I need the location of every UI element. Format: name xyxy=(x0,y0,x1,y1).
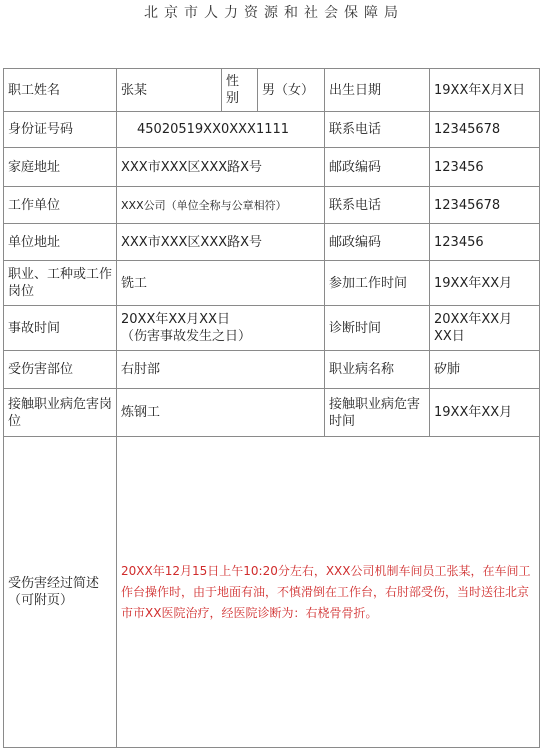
employer-phone-value: 12345678 xyxy=(430,187,540,224)
home-address-label: 家庭地址 xyxy=(4,148,117,187)
name-value: 张某 xyxy=(117,69,222,112)
birth-date-label: 出生日期 xyxy=(325,69,430,112)
birth-date-value: 19XX年X月X日 xyxy=(430,69,540,112)
diagnosis-time-label: 诊断时间 xyxy=(325,306,430,351)
gender-value: 男（女） xyxy=(258,69,325,112)
accident-time-label: 事故时间 xyxy=(4,306,117,351)
hazard-time-value: 19XX年XX月 xyxy=(430,389,540,437)
injured-part-value: 右肘部 xyxy=(117,351,325,389)
work-start-value: 19XX年XX月 xyxy=(430,261,540,306)
table-row xyxy=(4,69,540,112)
gender-label: 性 别 xyxy=(222,69,258,112)
home-address-value: XXX市XXX区XXX路X号 xyxy=(117,148,325,187)
employer-postcode-value: 123456 xyxy=(430,224,540,261)
employer-postcode-label: 邮政编码 xyxy=(325,224,430,261)
page-header-title: 北京市人力资源和社会保障局 xyxy=(144,5,404,21)
table-row xyxy=(4,437,540,748)
table-row xyxy=(4,112,540,148)
postcode-value: 123456 xyxy=(430,148,540,187)
name-label: 职工姓名 xyxy=(4,69,117,112)
narrative-label: 受伤害经过简述（可附页） xyxy=(4,437,117,748)
employer-address-value: XXX市XXX区XXX路X号 xyxy=(117,224,325,261)
id-number-value: 45020519XX0XXX1111 xyxy=(117,112,325,148)
narrative-text: 20XX年12月15日上午10:20分左右，XXX公司机制车间员工张某，在车间工作台操作时，由于地面有油，不慎滑倒在工作台，右肘部受伤，当时送往北京市市XX医院治疗，经医院诊断为：右桡骨骨折。 xyxy=(121,563,531,620)
work-start-label: 参加工作时间 xyxy=(325,261,430,306)
table-row xyxy=(4,351,540,389)
accident-time-value: 20XX年XX月XX日 （伤害事故发生之日） xyxy=(117,306,325,351)
table-row xyxy=(4,306,540,351)
occupation-label: 职业、工种或工作岗位 xyxy=(4,261,117,306)
employer-value: XXX公司（单位全称与公章相符） xyxy=(117,187,325,224)
disease-name-label: 职业病名称 xyxy=(325,351,430,389)
id-number-label: 身份证号码 xyxy=(4,112,117,148)
work-injury-form-table xyxy=(3,68,540,748)
table-row xyxy=(4,261,540,306)
disease-name-value: 矽肺 xyxy=(430,351,540,389)
injured-part-label: 受伤害部位 xyxy=(4,351,117,389)
employer-address-label: 单位地址 xyxy=(4,224,117,261)
table-row xyxy=(4,187,540,224)
phone-value: 12345678 xyxy=(430,112,540,148)
hazard-time-label: 接触职业病危害时间 xyxy=(325,389,430,437)
table-row xyxy=(4,224,540,261)
table-row xyxy=(4,148,540,187)
narrative-cell xyxy=(117,437,540,748)
phone-label: 联系电话 xyxy=(325,112,430,148)
diagnosis-time-value: 20XX年XX月 XX日 xyxy=(430,306,540,351)
employer-label: 工作单位 xyxy=(4,187,117,224)
occupation-value: 铣工 xyxy=(117,261,325,306)
hazard-post-label: 接触职业病危害岗位 xyxy=(4,389,117,437)
hazard-post-value: 炼钢工 xyxy=(117,389,325,437)
postcode-label: 邮政编码 xyxy=(325,148,430,187)
employer-phone-label: 联系电话 xyxy=(325,187,430,224)
table-row xyxy=(4,389,540,437)
